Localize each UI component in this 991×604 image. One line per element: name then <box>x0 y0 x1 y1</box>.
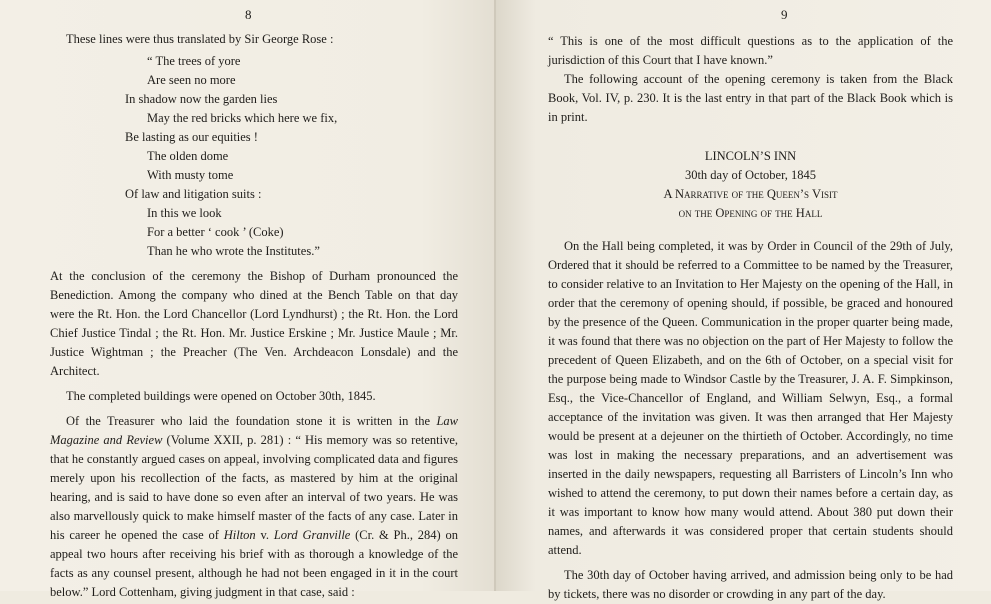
poem-line: Are seen no more <box>147 73 236 87</box>
black-book-paragraph: The following account of the opening ceremony is taken from the Black Book, Vol. IV, p. 230. It is the last entry in that part of the Black Book which is in print. <box>548 72 953 124</box>
poem-line: In this we look <box>147 206 222 220</box>
judgment-quote: “ This is one of the most difficult questions as to the application of the jurisdiction of this Court that I have known.” <box>548 34 953 67</box>
poem-line: Be lasting as our equities ! <box>125 130 258 144</box>
narrative-paragraph: On the Hall being completed, it was by Order in Council of the 29th of July, Ordered that it should be referred to a Committee to be named by the Treasurer, to consider relative to an Invitation to Her Majesty on the opening of the Hall, in order that the ceremony of opening should, if possible, be graced and honoured by the presence of the Queen. Communication in the proper quarter being made, it was found that there was no objection on the part of Her Majesty to follow the precedent of Queen Elizabeth, and on the 6th of October, on a special visit for the purpose being made to Windsor Castle by the Treasurer, J. A. F. Simpkinson, Esq., the Vice-Chancellor of England, and William Selwyn, Esq., a formal acceptance of the invitation was given. It was then arranged that Her Majesty would be present at a dejeuner on the thirtieth of October. Accordingly, no time was lost in making the necessary preparations, and an advertisement was inserted in the daily newspapers, requesting all Barristers of Lincoln’s Inn who wished to attend the ceremony, to put down their names before a certain day, as it was important to know how many would attend. About 380 put down their names, and afterwards it was considered proper that certain students should attend. <box>548 239 953 557</box>
poem-line: With musty tome <box>147 168 234 182</box>
left-page <box>0 0 496 599</box>
poem-line: “ The trees of yore <box>147 54 241 68</box>
left-page-text <box>50 30 458 602</box>
page-number-right: 9 <box>781 7 788 22</box>
translation-intro: These lines were thus translated by Sir George Rose : <box>66 32 334 46</box>
right-page <box>496 0 991 601</box>
poem-line: The olden dome <box>147 149 229 163</box>
section-subheading-2: on the Opening of the Hall <box>678 206 823 220</box>
treasurer-paragraph: Of the Treasurer who laid the foundation stone it is written in the Law Magazine and Review (Volume XXII, p. 281) : “ His memory was so retentive, that he constantly argued cases on appeal, involving complicated data and figures merely upon his recollection of the facts, as mastered by him at the original hearing, and is said to have done so even after an interval of two years. He was also marvellously quick to make himself master of the facts of any case. Later in his career he opened the case of Hilton v. Lord Granville (Cr. & Ph., 284) on appeal two hours after receiving his brief with as thorough a knowledge of the facts as any counsel present, although he had not been engaged in it in the court below.” Lord Cottenham, giving judgment in that case, said : <box>50 414 459 599</box>
poem-line: Of law and litigation suits : <box>125 187 262 201</box>
admission-paragraph: The 30th day of October having arrived, and admission being only to be had by tickets, there was no disorder or crowding in any part of the day. <box>548 568 953 601</box>
ceremony-paragraph: At the conclusion of the ceremony the Bishop of Durham pronounced the Benediction. Among the company who dined at the Bench Table on that day were the Rt. Hon. the Lord Chancellor (Lord Lyndhurst) ; the Rt. Hon. the Lord Chief Justice Tindal ; the Rt. Hon. Mr. Justice Erskine ; Mr. Justice Maule ; Mr. Justice Wightman ; the Preacher (The Ven. Archdeacon Lonsdale) and the Architect. <box>50 269 458 378</box>
poem-line: May the red bricks which here we fix, <box>147 111 338 125</box>
translated-poem <box>50 52 458 261</box>
section-date: 30th day of October, 1845 <box>684 168 817 182</box>
right-page-text <box>548 32 953 604</box>
section-heading: LINCOLN’S INN <box>704 149 797 163</box>
poem-line: In shadow now the garden lies <box>125 92 278 106</box>
poem-line: For a better ‘ cook ’ (Coke) <box>147 225 284 239</box>
page-number-left: 8 <box>245 7 252 22</box>
opening-date-paragraph: The completed buildings were opened on October 30th, 1845. <box>66 389 376 403</box>
poem-line: Than he who wrote the Institutes.” <box>147 244 320 258</box>
section-subheading-1: A Narrative of the Queen’s Visit <box>663 187 838 201</box>
